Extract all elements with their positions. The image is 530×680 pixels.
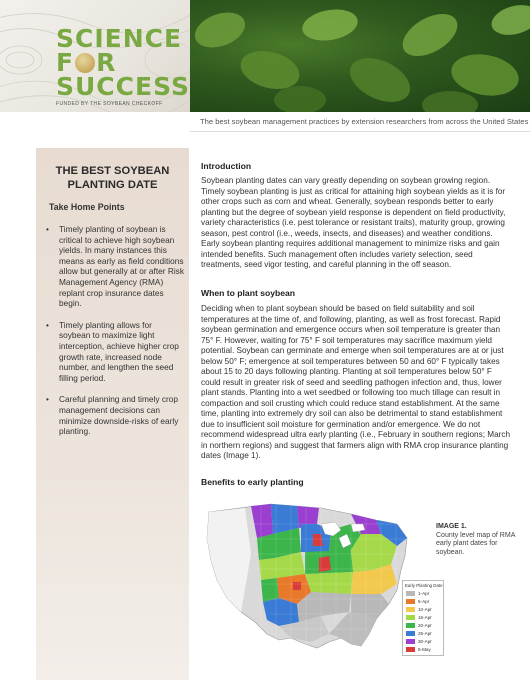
legend-swatch (406, 607, 415, 612)
logo-success: SUCCESS (56, 72, 190, 101)
legend-swatch (406, 599, 415, 604)
sidebar-title: THE BEST SOYBEAN PLANTING DATE (55, 165, 170, 191)
legend-swatch (406, 623, 415, 628)
planting-date-map (201, 494, 431, 664)
legend-item: 1-Apr (406, 591, 429, 597)
logo-panel (0, 0, 190, 112)
divider (190, 131, 530, 132)
intro-heading: Introduction (201, 161, 252, 171)
when-paragraph: Deciding when to plant soybean should be based on field suitability and soil temperatures at the time of, and following, planting, as well as frost forecast. Rapid soybean germination and emergence occurs when soil temperature is greater than 75° F. However, waiting for 75° F soil temperatures may sacrifice maximum yield potential. Soybean can germinate and emerge when soil temperatures are at or just below 50° F; emergence at soil temperatures between 50 and 60° F typically takes about 15 to 20 days following planting. Planting at soil temperatures below 50° F could result in greater risk of seed and seedling pathogen infection and, thus, lower plant stands. Planting into a wet seedbed or following too much tillage can result in compaction and soil crusting which could reduce stand establishment. At the same time, planting into extremely dry soil can also be detrimental to stand establishment due to insufficient soil moisture for germination and/or emergence. We do not recommend widespread ultra early planting (i.e., February in southern regions; March in northern regions) and suggest that farmers align with RMA crop insurance planting dates (Image 1). (201, 304, 510, 460)
tagline: The best soybean management practices by extension researchers from across the United States (200, 117, 529, 126)
list-item: • Timely planting allows for soybean to maximize light interception, achieve higher crop growth rate, increased node number, and lengthen the seed filling period. (44, 320, 184, 384)
legend-item: 15-Apr (406, 615, 432, 621)
legend-swatch (406, 591, 415, 596)
intro-paragraph: Soybean planting dates can vary greatly depending on soybean growing region. Timely soybean planting is just as critical for attaining high soybean yields as it is for other crops such as corn and wheat. Generally, soybean responds better to early planting but the degree of soybean yield response is dependent on field productivity, variety characteristics (i.e. pest tolerance or resistant traits), maturity group, growing season, pest control (i.e., weeds, insects, and diseases) and weather conditions. Early soybean planting requires additional management to minimize risks and gain intended benefits. Such management often includes variety selection, seed treatments, seed vigor testing, and careful planning in the off season. (201, 176, 506, 269)
when-heading: When to plant soybean (201, 288, 296, 298)
legend-item: 10-Apr (406, 607, 432, 613)
legend-swatch (406, 631, 415, 636)
benefits-heading: Benefits to early planting (201, 477, 304, 487)
legend-item: 30-Apr (406, 639, 432, 645)
soybean-field-photo (190, 0, 530, 112)
legend-item: 25-Apr (406, 631, 432, 637)
soybean-icon (75, 53, 95, 73)
header (0, 0, 530, 112)
logo-science: SCIENCE (56, 24, 183, 53)
funded-by: FUNDED BY THE SOYBEAN CHECKOFF (56, 101, 163, 107)
legend-item: 20-Apr (406, 623, 432, 629)
map-legend (402, 580, 444, 656)
legend-swatch (406, 639, 415, 644)
legend-swatch (406, 615, 415, 620)
list-item: • Careful planning and timely crop management decisions can minimize downside-risks of early planting. (44, 394, 184, 436)
legend-item: 5-Apr (406, 599, 429, 605)
take-home-list (44, 224, 184, 448)
leaves-graphic (190, 0, 530, 112)
sidebar (36, 148, 189, 680)
figure-caption: IMAGE 1. County level map of RMA early plant dates for soybean. (436, 523, 515, 556)
legend-swatch (406, 647, 415, 652)
legend-item: 5-May (406, 647, 431, 653)
take-home-heading: Take Home Points (49, 202, 125, 212)
legend-title: Early Planting Date (405, 583, 443, 588)
logo-for: F R (56, 48, 117, 77)
list-item: • Timely planting of soybean is critical to achieve high soybean yields. In many instances this means as early as field conditions allow but generally at or after Risk Management Agency (RMA) replant crop insurance dates begin. (44, 224, 184, 309)
